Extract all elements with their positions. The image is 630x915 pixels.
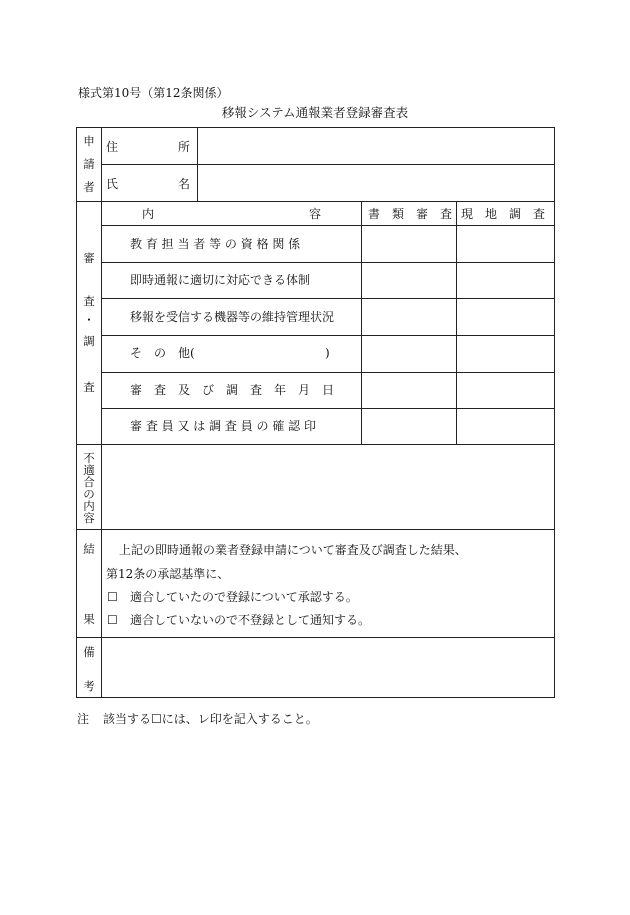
grid-line xyxy=(101,164,555,165)
address-label-1: 住 xyxy=(106,140,119,154)
review-row-seal: 審 査 員 又 は 調 査 員 の 確 認 印 xyxy=(130,419,316,433)
grid-line xyxy=(456,201,457,444)
name-label-1: 氏 xyxy=(106,177,119,191)
address-field[interactable] xyxy=(199,130,553,162)
review-label-4: 調 xyxy=(83,334,95,348)
applicant-label-3: 者 xyxy=(83,180,95,194)
nonconformity-field[interactable] xyxy=(103,446,553,527)
grid-line xyxy=(197,128,198,201)
name-label-2: 名 xyxy=(178,177,191,191)
review-label-1: 審 xyxy=(83,251,95,265)
note-text: 該当する☐には、レ印を記入すること。 xyxy=(103,712,318,726)
grid-line xyxy=(101,128,102,698)
grid-line xyxy=(101,372,555,373)
result-line-1: 上記の即時通報の業者登録申請について審査及び調査した結果、 xyxy=(119,543,467,557)
nonconformity-label-5: 内 xyxy=(83,499,95,513)
nonconformity-label-4: の xyxy=(83,487,95,501)
grid-line xyxy=(77,444,555,445)
applicant-label-2: 請 xyxy=(83,157,95,171)
review-label-5: 査 xyxy=(83,380,95,394)
grid-line xyxy=(101,298,555,299)
grid-line xyxy=(77,529,555,530)
grid-line xyxy=(101,335,555,336)
approve-option-text: 適合していたので登録について承認する。 xyxy=(130,590,358,604)
result-label-top: 結 xyxy=(83,542,95,556)
grid-line xyxy=(77,637,555,638)
review-row-response-system: 即時通報に適切に対応できる体制 xyxy=(130,273,311,287)
nonconformity-label-3: 合 xyxy=(83,475,95,489)
footer-note xyxy=(77,710,318,727)
grid-line xyxy=(101,225,555,226)
column-document-review: 書 類 審 査 xyxy=(368,207,453,221)
reject-checkbox[interactable]: ☐ xyxy=(107,613,118,627)
grid-line xyxy=(77,201,555,202)
column-content-label-1: 内 xyxy=(142,207,155,221)
note-prefix: 注 xyxy=(77,712,90,726)
applicant-label-1: 申 xyxy=(83,134,95,148)
grid-line xyxy=(361,201,362,444)
column-content-label-2: 容 xyxy=(309,207,322,221)
review-row-qualification: 教 育 担 当 者 等 の 資 格 関 係 xyxy=(130,237,301,251)
column-site-survey: 現 地 調 査 xyxy=(461,207,546,221)
nonconformity-label-2: 適 xyxy=(83,463,95,477)
nonconformity-label-6: 容 xyxy=(83,511,95,525)
review-row-date: 審 査 及 び 調 査 年 月 日 xyxy=(130,383,335,397)
remarks-label-bottom: 考 xyxy=(83,679,95,693)
review-label-3: ・ xyxy=(83,313,95,327)
approve-checkbox[interactable]: ☐ xyxy=(107,590,118,604)
review-table xyxy=(76,127,555,698)
grid-line xyxy=(101,262,555,263)
result-label-bottom: 果 xyxy=(83,612,95,626)
name-field[interactable] xyxy=(199,166,553,199)
review-row-other-close: ) xyxy=(325,346,330,360)
review-label-2: 査 xyxy=(83,294,95,308)
review-row-other: そ の 他( xyxy=(130,346,195,360)
form-number: 様式第10号（第12条関係） xyxy=(78,86,229,100)
grid-line xyxy=(101,408,555,409)
remarks-field[interactable] xyxy=(103,639,553,696)
result-line-2: 第12条の承認基準に、 xyxy=(106,567,230,581)
reject-option-text: 適合していないので不登録として通知する。 xyxy=(130,613,371,627)
remarks-label-top: 備 xyxy=(83,645,95,659)
review-row-maintenance: 移報を受信する機器等の維持管理状況 xyxy=(130,310,335,324)
form-title: 移報システム通報業者登録審査表 xyxy=(221,105,409,120)
nonconformity-label-1: 不 xyxy=(83,451,95,465)
address-label-2: 所 xyxy=(178,140,191,154)
